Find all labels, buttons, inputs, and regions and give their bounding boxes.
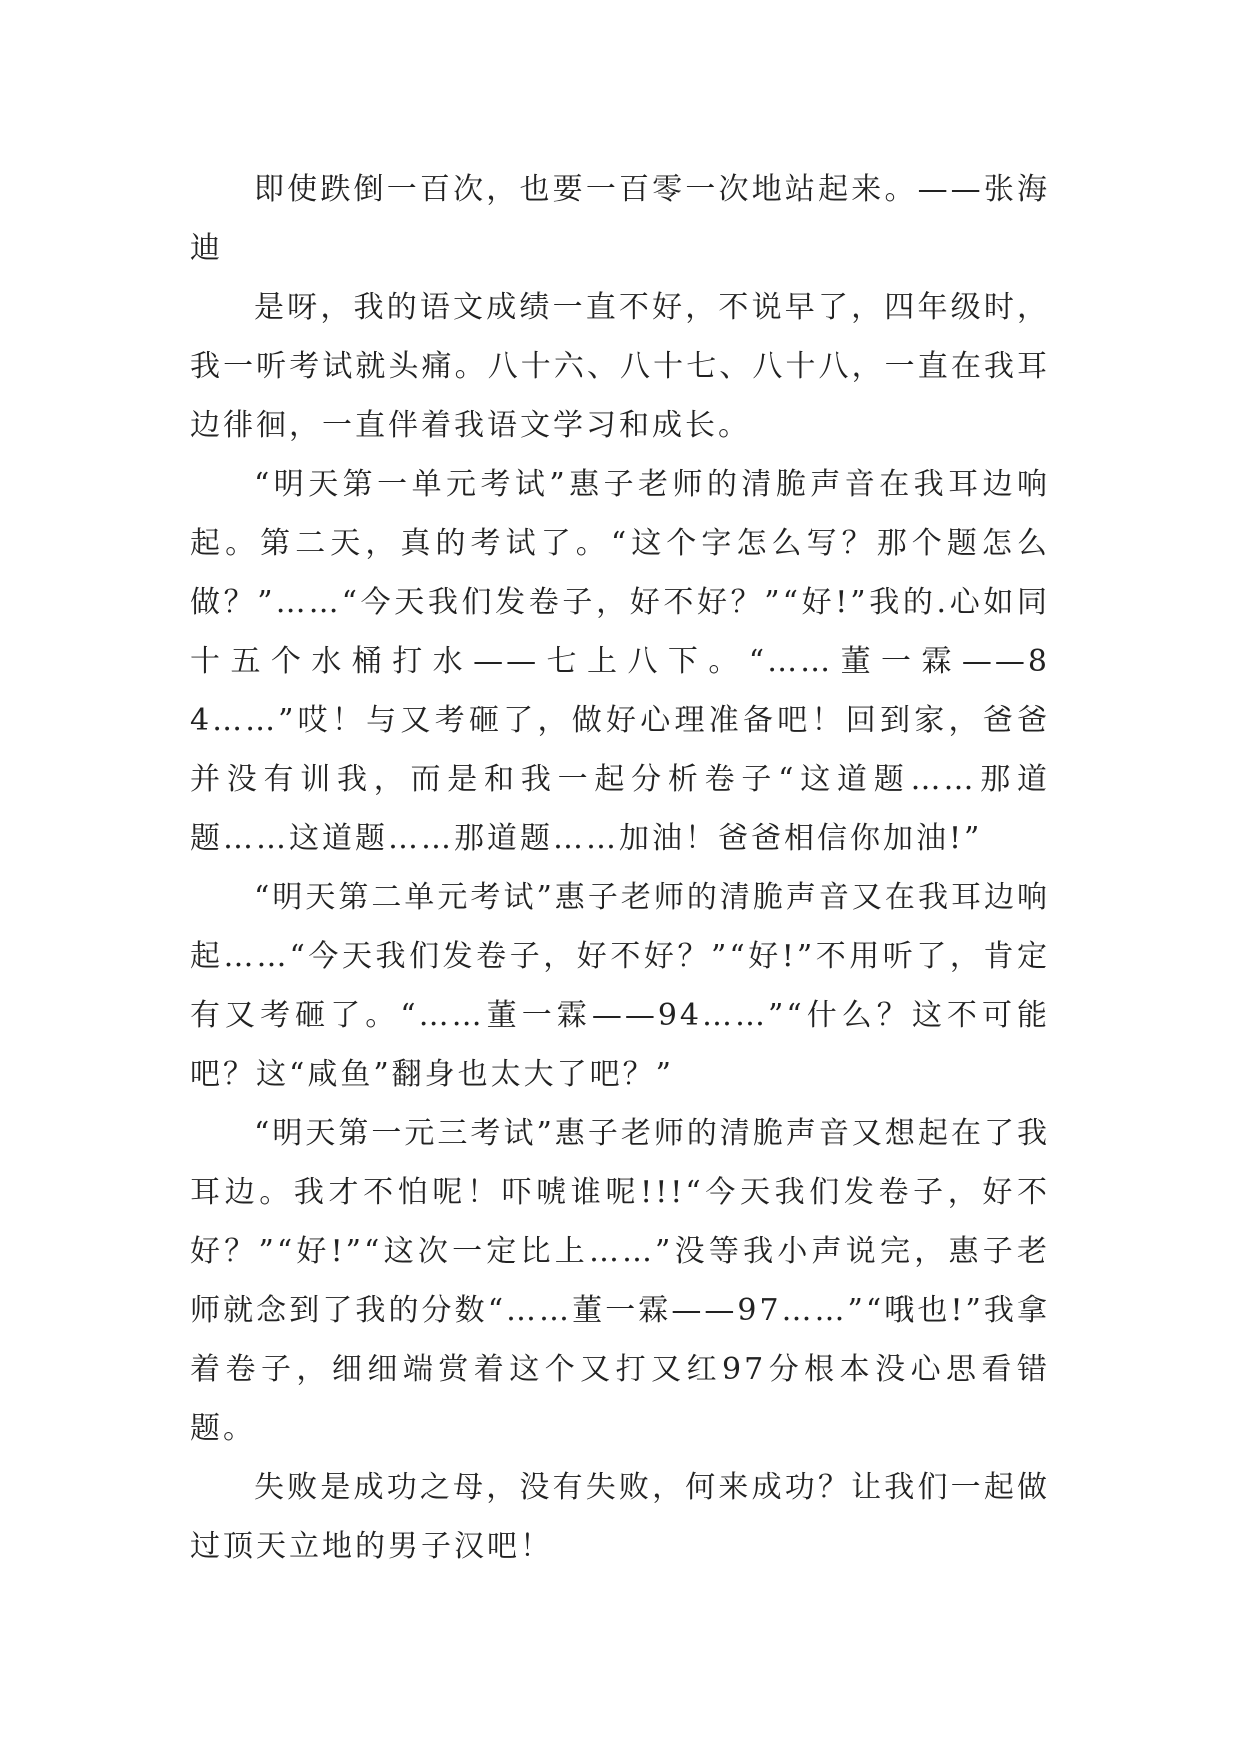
paragraph-first-exam: “明天第一单元考试”惠子老师的清脆声音在我耳边响起。第二天，真的考试了。“这个字怎么写？那个题怎么做？”……“今天我们发卷子，好不好？”“好!”我的.心如同十五个水桶打水——七上八下。“……董一霖——84……”哎！与又考砸了，做好心理准备吧！回到家，爸爸并没有训我，而是和我一起分析卷子“这道题……那道题……这道题……那道题……加油！爸爸相信你加油!” xyxy=(190,467,1050,856)
paragraph-conclusion: 失败是成功之母，没有失败，何来成功？让我们一起做过顶天立地的男子汉吧！ xyxy=(190,1470,1050,1564)
quote-paragraph: 即使跌倒一百次，也要一百零一次地站起来。——张海迪 xyxy=(190,172,1050,266)
paragraph-intro: 是呀，我的语文成绩一直不好，不说早了，四年级时，我一听考试就头痛。八十六、八十七、八十八，一直在我耳边徘徊，一直伴着我语文学习和成长。 xyxy=(190,290,1050,443)
paragraph-third-exam: “明天第一元三考试”惠子老师的清脆声音又想起在了我耳边。我才不怕呢！吓唬谁呢!!!“今天我们发卷子，好不好？”“好!”“这次一定比上……”没等我小声说完，惠子老师就念到了我的分数“……董一霖——97……”“哦也!”我拿着卷子，细细端赏着这个又打又红97分根本没心思看错题。 xyxy=(190,1116,1050,1446)
paragraph-second-exam: “明天第二单元考试”惠子老师的清脆声音又在我耳边响起……“今天我们发卷子，好不好？”“好!”不用听了，肯定有又考砸了。“……董一霖——94……”“什么？这不可能吧？这“咸鱼”翻身也太大了吧？” xyxy=(190,880,1050,1092)
essay-body xyxy=(190,160,1050,1576)
